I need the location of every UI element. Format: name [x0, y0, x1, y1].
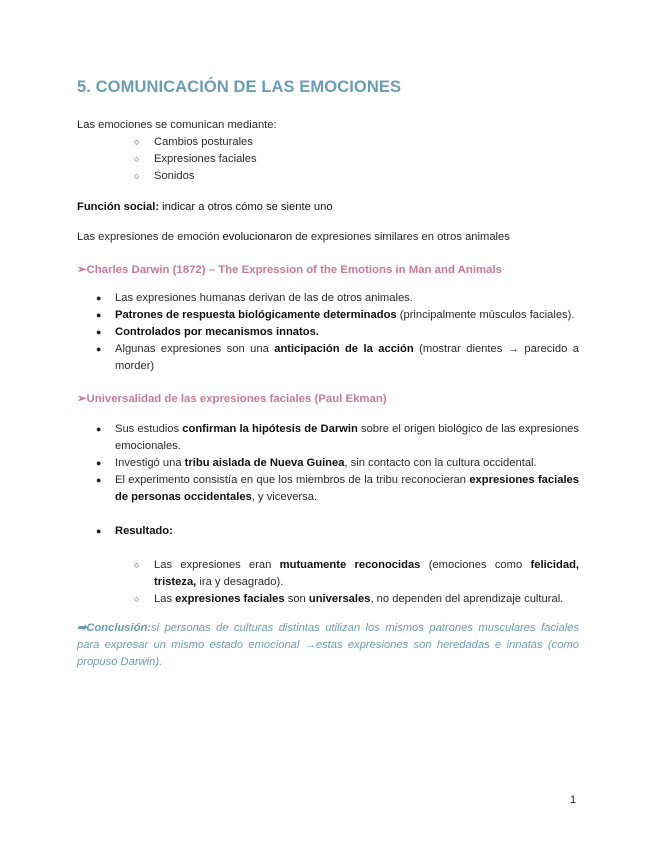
list-item: ● Resultado:	[77, 523, 579, 540]
section-title: 5. COMUNICACIÓN DE LAS EMOCIONES	[77, 78, 402, 96]
intro-lead: Las emociones se comunican mediante:	[77, 119, 277, 131]
darwin-heading: ➢Charles Darwin (1872) – The Expression of the Emotions in Man and Animals	[77, 264, 502, 276]
circle-bullet-icon: ○	[134, 154, 140, 164]
list-item: ● Las expresiones humanas derivan de las de otros animales.	[77, 290, 579, 307]
darwin-bullets	[77, 290, 579, 375]
list-item: ● El experimento consistía en que los miembros de la tribu reconocieran expresiones faciales de personas occidentales, y viceversa.	[77, 472, 579, 506]
result-bullet	[77, 523, 579, 540]
conclusion: ➡Conclusión:si personas de culturas distintas utilizan los mismos patrones musculares faciales para expresar un mismo estado emocional →estas expresiones son heredadas e innatas (como propuso Darwin).	[77, 622, 579, 668]
list-item: ● Investigó una tribu aislada de Nueva Guinea, sin contacto con la cultura occidental.	[77, 455, 579, 472]
intro-item: ○ Expresiones faciales	[134, 151, 257, 168]
list-item: ● Sus estudios confirman la hipótesis de Darwin sobre el origen biológico de las expresiones emocionales.	[77, 421, 579, 455]
evolution-text: Las expresiones de emoción evolucionaron de expresiones similares en otros animales	[77, 231, 510, 243]
intro-item: ○ Sonidos	[134, 168, 194, 185]
intro-item: ○ Cambios posturales	[134, 134, 253, 151]
circle-bullet-icon: ○	[134, 171, 140, 181]
list-item: ● Patrones de respuesta biológicamente determinados (principalmente músculos faciales).	[77, 307, 579, 324]
ekman-bullets	[77, 421, 579, 506]
result-subitems	[134, 557, 579, 608]
page-number: 1	[570, 794, 577, 806]
list-item: ○ Las expresiones faciales son universales, no dependen del aprendizaje cultural.	[134, 591, 579, 608]
list-item: ○ Las expresiones eran mutuamente reconocidas (emociones como felicidad, tristeza, ira y desagrado).	[134, 557, 579, 591]
circle-bullet-icon: ○	[134, 137, 140, 147]
social-function: Función social: indicar a otros cómo se siente uno	[77, 201, 333, 213]
list-item: ● Algunas expresiones son una anticipación de la acción (mostrar dientes → parecido a morder)	[77, 341, 579, 375]
list-item: ● Controlados por mecanismos innatos.	[77, 324, 579, 341]
ekman-heading: ➢Universalidad de las expresiones faciales (Paul Ekman)	[77, 393, 387, 405]
